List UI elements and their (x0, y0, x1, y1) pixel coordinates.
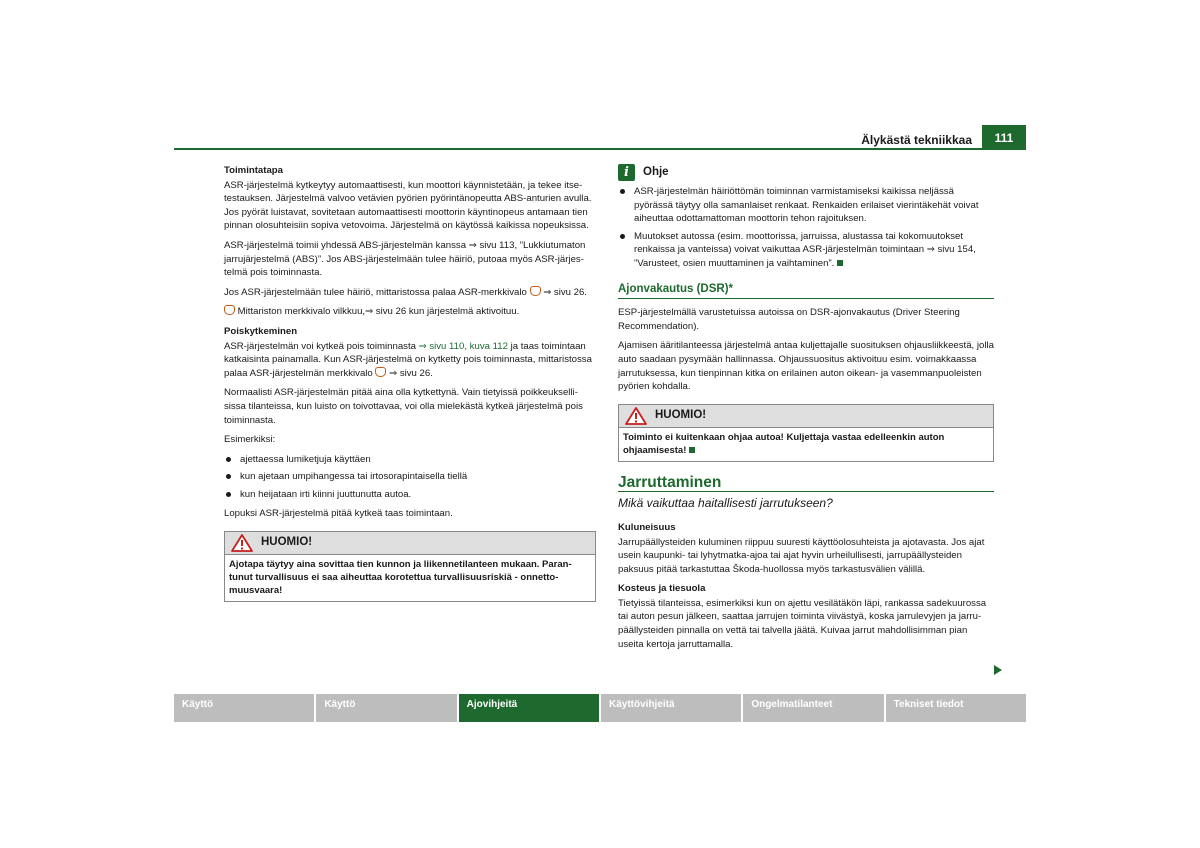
warning-header (619, 405, 993, 428)
left-column (224, 164, 596, 610)
asr-warning-light-icon (375, 367, 386, 377)
nav-tab-kaytto-2[interactable]: Käyttö (316, 694, 456, 722)
paragraph-text: ASR-järjestelmän voi kytkeä pois toiminnasta (224, 340, 419, 352)
paragraph: Normaalisti ASR-järjestelmän pitää aina olla kytkettynä. Vain tietyissä poikkeuksellisissa tilanteissa, kun luisto on toivottavaa, voi olla mielekästä kytkeä järjestelmä pois toiminnasta. (224, 387, 583, 426)
note-bullet-list (618, 185, 994, 271)
paragraph: ESP-järjestelmällä varustetuissa autoissa on DSR-ajonvakautus (Driver Steering Recommendation). (618, 307, 960, 332)
paragraph: Jarrupäällysteiden kuluminen riippuu suuresti käyttöolosuhteista ja ajotavasta. Jos ajat usein kaupunki- tai lyhytmatka-ajoa tai ajat hyvin urheilullisesti, jarrupäällysteiden paksuus pitää tarkastuttaa Škoda-huollossa myös tarkastusvälien välillä. (618, 536, 985, 575)
right-column (618, 164, 994, 657)
paragraph-text: Mittariston merkkivalo vilkkuu,⇒ sivu 26 kun järjestelmä aktivoituu. (237, 306, 520, 318)
info-icon: i (618, 164, 635, 181)
warning-triangle-icon (625, 407, 647, 425)
warning-triangle-icon (231, 534, 253, 552)
warning-box (224, 531, 596, 602)
section-heading-dsr: Ajonvakautus (DSR)* (618, 283, 994, 300)
paragraph-text: Jos ASR-järjestelmään tulee häiriö, mittaristossa palaa ASR-merkkivalo (224, 286, 527, 298)
paragraph: ASR-järjestelmä kytkeytyy automaattisesti, kun moottori käynnistetään, ja tekee itsetestauksen. Järjestelmä valvoo vetävien pyörien pyörintänopeutta ABS-anturien avulla. Jos pyörät luistavat, sovitetaan automaattisesti moottorin käyntinopeus antamaan tien pinnan olosuhteisiin sopiva vetovoima. Järjestelmä on käytössä kaikissa nopeuksissa. (224, 179, 592, 232)
note-title: Ohje (643, 165, 669, 178)
note-header (618, 164, 994, 181)
asr-warning-light-icon (530, 286, 541, 296)
figure-link[interactable]: ⇒ sivu 110, kuva 112 (418, 340, 508, 352)
paragraph (224, 305, 596, 319)
nav-tab-ajovihjeita[interactable]: Ajovihjeitä (459, 694, 599, 722)
page-reference[interactable]: ⇒ sivu 26. (389, 367, 433, 379)
chapter-nav (174, 694, 1026, 722)
page-reference[interactable]: ⇒ sivu 26. (543, 286, 587, 298)
paragraph: Ajamisen ääritilanteessa järjestelmä antaa kuljettajalle suosituksen ohjausliikkeestä, jolla auto saadaan pysymään hallinnassa. Ohjaussuositus aktivoituu esim. voimakkaassa jarrutuksessa, kun tienpinnan kitka on erilainen auton oikean- ja vasemmanpuoleisten pyörien kohdalla. (618, 340, 994, 393)
section-heading-poiskytkeminen: Poiskytkeminen (224, 325, 298, 337)
warning-header (225, 532, 595, 555)
list-item-text: Muutokset autossa (esim. moottorissa, jarruissa, alustassa tai kokomuutokset renkaissa ja vanteissa) voivat vaikuttaa ASR-järjestelmän toimintaan ⇒ sivu 154, ”Varusteet, osien muuttaminen ja vaihtaminen”. (634, 230, 976, 269)
subheading-kuluneisuus: Kuluneisuus (618, 521, 676, 533)
list-item: ASR-järjestelmän häiriöttömän toiminnan varmistamiseksi kaikissa neljässä pyörässä täytyy olla samanlaiset renkaat. Renkaiden erilaiset vierintäkehät voivat aiheuttaa odottamattoman moottorin tehon rajoituksen. (618, 185, 994, 226)
warning-title: HUOMIO! (261, 536, 313, 549)
asr-warning-light-icon (224, 305, 235, 315)
list-item: kun ajetaan umpihangessa tai irtosorapintaisella tiellä (224, 470, 596, 484)
paragraph (224, 340, 596, 381)
warning-title: HUOMIO! (655, 408, 707, 421)
list-item: ajettaessa lumiketjuja käyttäen (224, 453, 596, 467)
section-heading-toimintatapa: Toimintatapa (224, 165, 283, 176)
warning-text: Ajotapa täytyy aina sovittaa tien kunnon ja liikennetilanteen mukaan. Parantunut turvallisuus ei saa aiheuttaa korotettua turvallisuusriskiä - onnettomuusvaara! (229, 559, 572, 597)
nav-tab-ongelmatilanteet[interactable]: Ongelmatilanteet (743, 694, 883, 722)
bullet-list (224, 453, 596, 502)
nav-tab-kaytto-1[interactable]: Käyttö (174, 694, 314, 722)
continue-arrow-icon (994, 665, 1002, 675)
paragraph-text: ja taas toimintaan katkaisinta painamalla. Kun ASR-järjestelmä on kytketty pois toiminnasta, mittaristossa palaa ASR-järjestelmän merkkivalo (224, 340, 592, 379)
subheading-kosteus: Kosteus ja tiesuola (618, 583, 706, 595)
paragraph (224, 286, 596, 300)
nav-tab-tekniset-tiedot[interactable]: Tekniset tiedot (886, 694, 1026, 722)
warning-text-container (619, 428, 993, 461)
list-item (618, 230, 994, 271)
page-number: 111 (982, 125, 1026, 150)
paragraph: Tietyissä tilanteissa, esimerkiksi kun on ajettu vesilätäkön läpi, rankassa sadekuurossa tai auton pesun jälkeen, saattaa jarrujen toiminta viivästyä, koska jarrulevyjen ja jarrupäällysteiden pinnalla on vettä tai talvella jäätä. Kuivaa jarrut mahdollisimman pian useita kertoja jarruttamalla. (618, 597, 987, 650)
warning-text: Toiminto ei kuitenkaan ohjaa autoa! Kuljettaja vastaa edelleenkin auton ohjaamisesta! (623, 431, 945, 456)
nav-tab-kayttovihjeita[interactable]: Käyttövihjeitä (601, 694, 741, 722)
header-title: Älykästä tekniikkaa (861, 133, 972, 147)
end-of-section-icon (837, 260, 843, 266)
end-of-section-icon (689, 447, 695, 453)
list-item: kun heijataan irti kiinni juuttunutta autoa. (224, 488, 596, 502)
header-rule (174, 148, 1026, 150)
warning-box (618, 404, 994, 462)
section-subtitle: Mikä vaikuttaa haitallisesti jarrutukseen? (618, 496, 833, 511)
paragraph: Lopuksi ASR-järjestelmä pitää kytkeä taas toimintaan. (224, 508, 453, 520)
paragraph: Esimerkiksi: (224, 434, 276, 446)
paragraph: ASR-järjestelmä toimii yhdessä ABS-järjestelmän kanssa ⇒ sivu 113, ”Lukkiutumaton jarrujärjestelmä (ABS)”. Jos ABS-järjestelmään tulee häiriö, putoaa myös ASR-järjestelmä pois toiminnasta. (224, 239, 586, 279)
section-heading-jarruttaminen: Jarruttaminen (618, 476, 994, 493)
